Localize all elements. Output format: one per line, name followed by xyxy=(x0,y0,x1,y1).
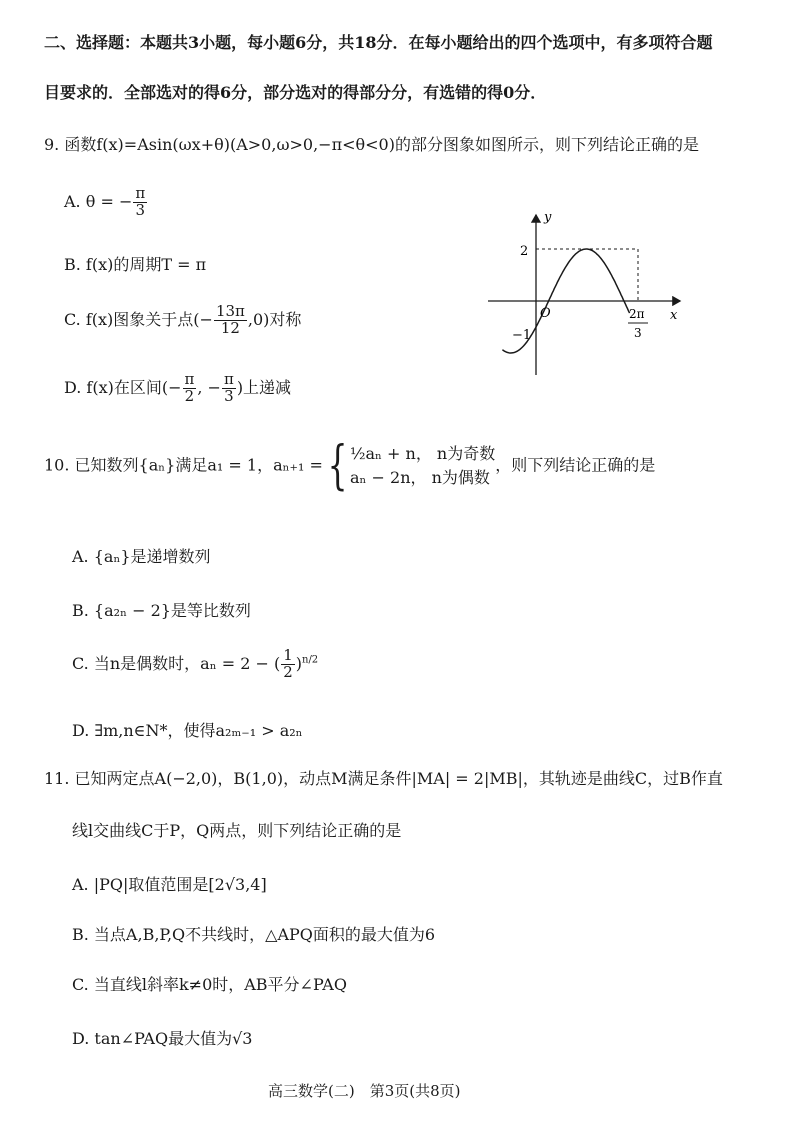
section-header-line2: 目要求的．全部选对的得6分，部分选对的得部分分，有选错的得0分． xyxy=(44,83,547,102)
q9-sine-graph xyxy=(480,205,690,385)
q11-option-b: B. 当点A,B,P,Q不共线时，△APQ面积的最大值为6 xyxy=(72,925,436,944)
max-value-label: 2 xyxy=(520,244,529,259)
q9-option-c xyxy=(64,304,301,337)
q10-stem-prefix: 10. 已知数列{aₙ}满足a₁ = 1，aₙ₊₁ = xyxy=(44,455,323,475)
q10-stem xyxy=(44,436,656,496)
x-mark-denominator: 3 xyxy=(634,326,642,340)
x-mark-numerator: 2π xyxy=(629,307,645,321)
q10-case-odd: ½aₙ + n， n为奇数 xyxy=(349,444,496,463)
q10-case-even: aₙ − 2n， n为偶数 xyxy=(349,468,490,487)
y-intercept-label: −1 xyxy=(512,328,532,343)
q9-option-a xyxy=(64,186,148,219)
q10-option-c-suffix: ) xyxy=(295,653,302,673)
q9-option-a-fraction: $\frac{\pi}{3}$ xyxy=(135,184,146,219)
q11-option-c: C. 当直线l斜率k≠0时，AB平分∠PAQ xyxy=(72,975,347,994)
q10-cases xyxy=(350,442,495,490)
q9-option-c-fraction: $\frac{13\pi}{12}$ xyxy=(215,302,245,337)
q9-option-c-text: C. f(x)图象关于点(− xyxy=(64,309,213,329)
q10-option-c-text: C. 当n是偶数时，aₙ = 2 − ( xyxy=(72,653,281,673)
q11-option-a: A. |PQ|取值范围是[2√3,4] xyxy=(72,875,267,894)
q9-option-d-text: D. f(x)在区间(− xyxy=(64,377,182,397)
q9-stem: 9. 函数f(x)=Asin(ωx+θ)(A>0,ω>0,−π<θ<0)的部分图象如图所示，则下列结论正确的是 xyxy=(44,135,699,154)
q9-option-d-fraction1: $\frac{\pi}{2}$ xyxy=(184,370,195,405)
q11-option-d: D. tan∠PAQ最大值为√3 xyxy=(72,1029,253,1048)
q10-option-a: A. {aₙ}是递增数列 xyxy=(72,547,211,566)
q10-option-b: B. {a₂ₙ − 2}是等比数列 xyxy=(72,601,251,620)
x-axis-label: x xyxy=(670,308,678,323)
q9-option-d xyxy=(64,372,291,405)
section-header-line1: 二、选择题：本题共3小题，每小题6分，共18分．在每小题给出的四个选项中，有多项符合题 xyxy=(44,33,713,52)
q9-option-d-mid: , − xyxy=(197,377,221,397)
y-axis-label: y xyxy=(544,210,552,225)
page-footer: 高三数学(二) 第3页(共8页) xyxy=(268,1082,461,1100)
q10-option-c xyxy=(72,648,318,681)
q11-stem-line1: 11. 已知两定点A(−2,0)，B(1,0)，动点M满足条件|MA| = 2|MB|，其轨迹是曲线C，过B作直 xyxy=(44,769,723,788)
q9-option-d-suffix: )上递减 xyxy=(236,377,292,397)
q11-stem-line2: 线l交曲线C于P，Q两点，则下列结论正确的是 xyxy=(72,821,402,840)
q10-stem-suffix: ，则下列结论正确的是 xyxy=(495,455,656,475)
q10-brace: { xyxy=(327,436,348,496)
q9-option-b: B. f(x)的周期T = π xyxy=(64,255,207,274)
origin-label: O xyxy=(540,306,551,321)
q9-option-a-text: A. θ = − xyxy=(64,191,133,211)
q10-option-c-fraction: $\frac{1}{2}$ xyxy=(283,646,293,681)
q10-option-c-exponent: n/2 xyxy=(302,654,319,666)
q10-option-d: D. ∃m,n∈N*，使得a₂ₘ₋₁ > a₂ₙ xyxy=(72,721,303,740)
q9-option-d-fraction2: $\frac{\pi}{3}$ xyxy=(223,370,234,405)
q9-option-c-suffix: ,0)对称 xyxy=(247,309,302,329)
